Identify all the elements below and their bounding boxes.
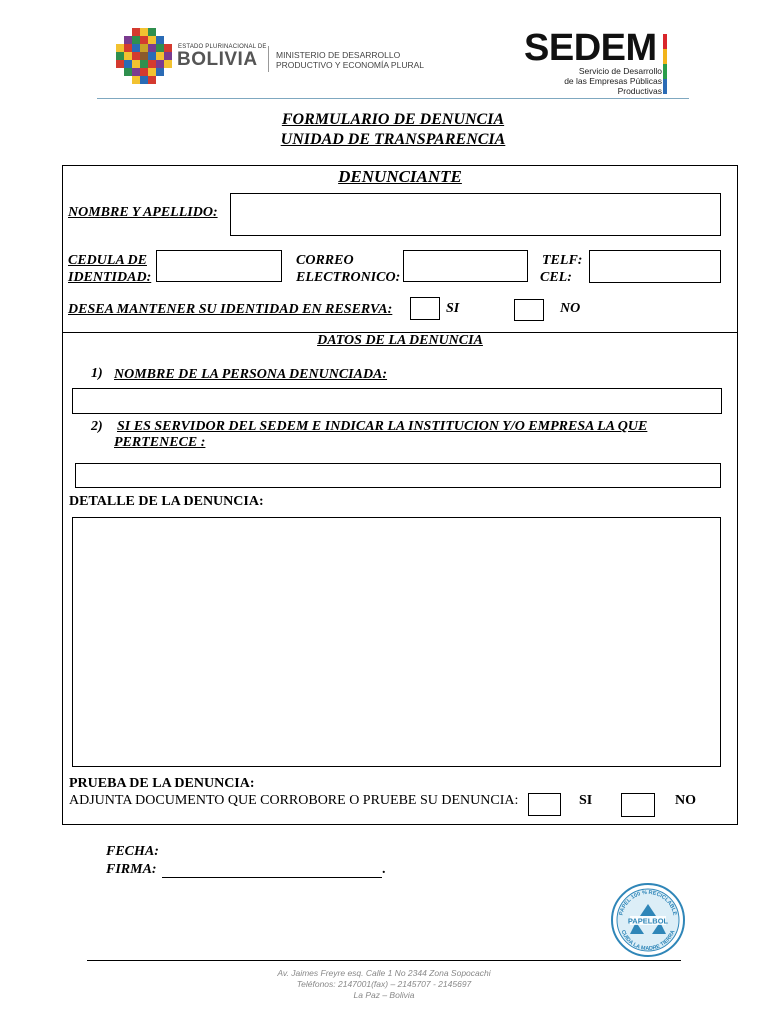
telefono-field[interactable] — [589, 250, 721, 283]
detalle-denuncia-textarea[interactable] — [72, 517, 721, 767]
correo-label-2: ELECTRONICO: — [296, 270, 401, 285]
nombre-label: NOMBRE Y APELLIDO: — [68, 205, 218, 220]
q2-label-1: SI ES SERVIDOR DEL SEDEM E INDICAR LA INSTITUCION Y/O EMPRESA LA QUE — [117, 419, 648, 434]
prueba-no-checkbox[interactable] — [621, 793, 655, 817]
prueba-si-label: SI — [579, 793, 593, 808]
cedula-label-1: CEDULA DE — [68, 253, 147, 268]
cedula-label-2: IDENTIDAD: — [68, 270, 152, 285]
sedem-line2: de las Empresas Públicas — [564, 76, 662, 86]
header-divider — [268, 46, 269, 72]
footer-line3: La Paz – Bolivia — [353, 990, 415, 1000]
seal-center-text: PAPELBOL — [627, 916, 669, 926]
seal-bottom-arc-text: CUIDA LA MADRE TIERRA — [619, 929, 677, 953]
estado-label: ESTADO PLURINACIONAL DE — [178, 44, 267, 50]
footer-line1: Av. Jaimes Freyre esq. Calle 1 No 2344 Zona Sopocachi — [277, 968, 491, 978]
institucion-empresa-field[interactable] — [75, 463, 721, 488]
cel-label: CEL: — [540, 270, 572, 285]
prueba-no-label: NO — [675, 793, 696, 808]
footer-rule — [87, 960, 681, 961]
firma-label: FIRMA: — [106, 862, 157, 877]
recycle-seal-icon — [610, 882, 686, 958]
header — [0, 0, 768, 100]
correo-label-1: CORREO — [296, 253, 354, 268]
reserva-si-checkbox[interactable] — [410, 297, 440, 320]
form-title-line1: FORMULARIO DE DENUNCIA — [281, 111, 505, 128]
q2-number: 2) — [91, 419, 103, 434]
q1-number: 1) — [91, 366, 103, 381]
firma-end: . — [382, 862, 386, 877]
telf-label: TELF: — [542, 253, 583, 268]
footer-line2: Teléfonos: 2147001(fax) – 2145707 - 2145697 — [296, 979, 472, 989]
ministerio-line2: PRODUCTIVO Y ECONOMÍA PLURAL — [276, 60, 424, 70]
sedem-logo: SEDEM — [524, 27, 657, 69]
q1-label: NOMBRE DE LA PERSONA DENUNCIADA: — [114, 367, 388, 382]
adjunta-label: ADJUNTA DOCUMENTO QUE CORROBORE O PRUEBE SU DENUNCIA: — [69, 793, 519, 808]
form-title-line2: UNIDAD DE TRANSPARENCIA — [280, 131, 506, 148]
bolivia-label: BOLIVIA — [177, 49, 258, 70]
detalle-label: DETALLE DE LA DENUNCIA: — [69, 494, 264, 509]
prueba-si-checkbox[interactable] — [528, 793, 561, 816]
fecha-label: FECHA: — [106, 844, 159, 859]
reserva-no-checkbox[interactable] — [514, 299, 544, 321]
seal-top-arc-text: PAPEL 100 % RECICLABLE — [618, 889, 678, 917]
reserva-label: DESEA MANTENER SU IDENTIDAD EN RESERVA: — [68, 302, 393, 317]
reserva-no-label: NO — [560, 301, 581, 316]
sedem-color-bar — [663, 34, 667, 94]
correo-electronico-field[interactable] — [403, 250, 528, 282]
nombre-apellido-field[interactable] — [230, 193, 721, 236]
datos-heading: DATOS DE LA DENUNCIA — [317, 333, 483, 348]
persona-denunciada-field[interactable] — [72, 388, 722, 414]
cedula-identidad-field[interactable] — [156, 250, 282, 282]
reserva-si-label: SI — [446, 301, 460, 316]
firma-line[interactable] — [162, 877, 382, 878]
q2-label-2: PERTENECE : — [114, 435, 206, 450]
bolivia-emblem-icon — [114, 26, 174, 86]
prueba-label: PRUEBA DE LA DENUNCIA: — [69, 776, 255, 791]
sedem-line3: Productivas — [617, 86, 662, 96]
sedem-line1: Servicio de Desarrollo — [578, 66, 662, 76]
ministerio-line1: MINISTERIO DE DESARROLLO — [276, 50, 401, 60]
denunciante-heading: DENUNCIANTE — [338, 167, 462, 186]
header-rule — [97, 98, 689, 99]
